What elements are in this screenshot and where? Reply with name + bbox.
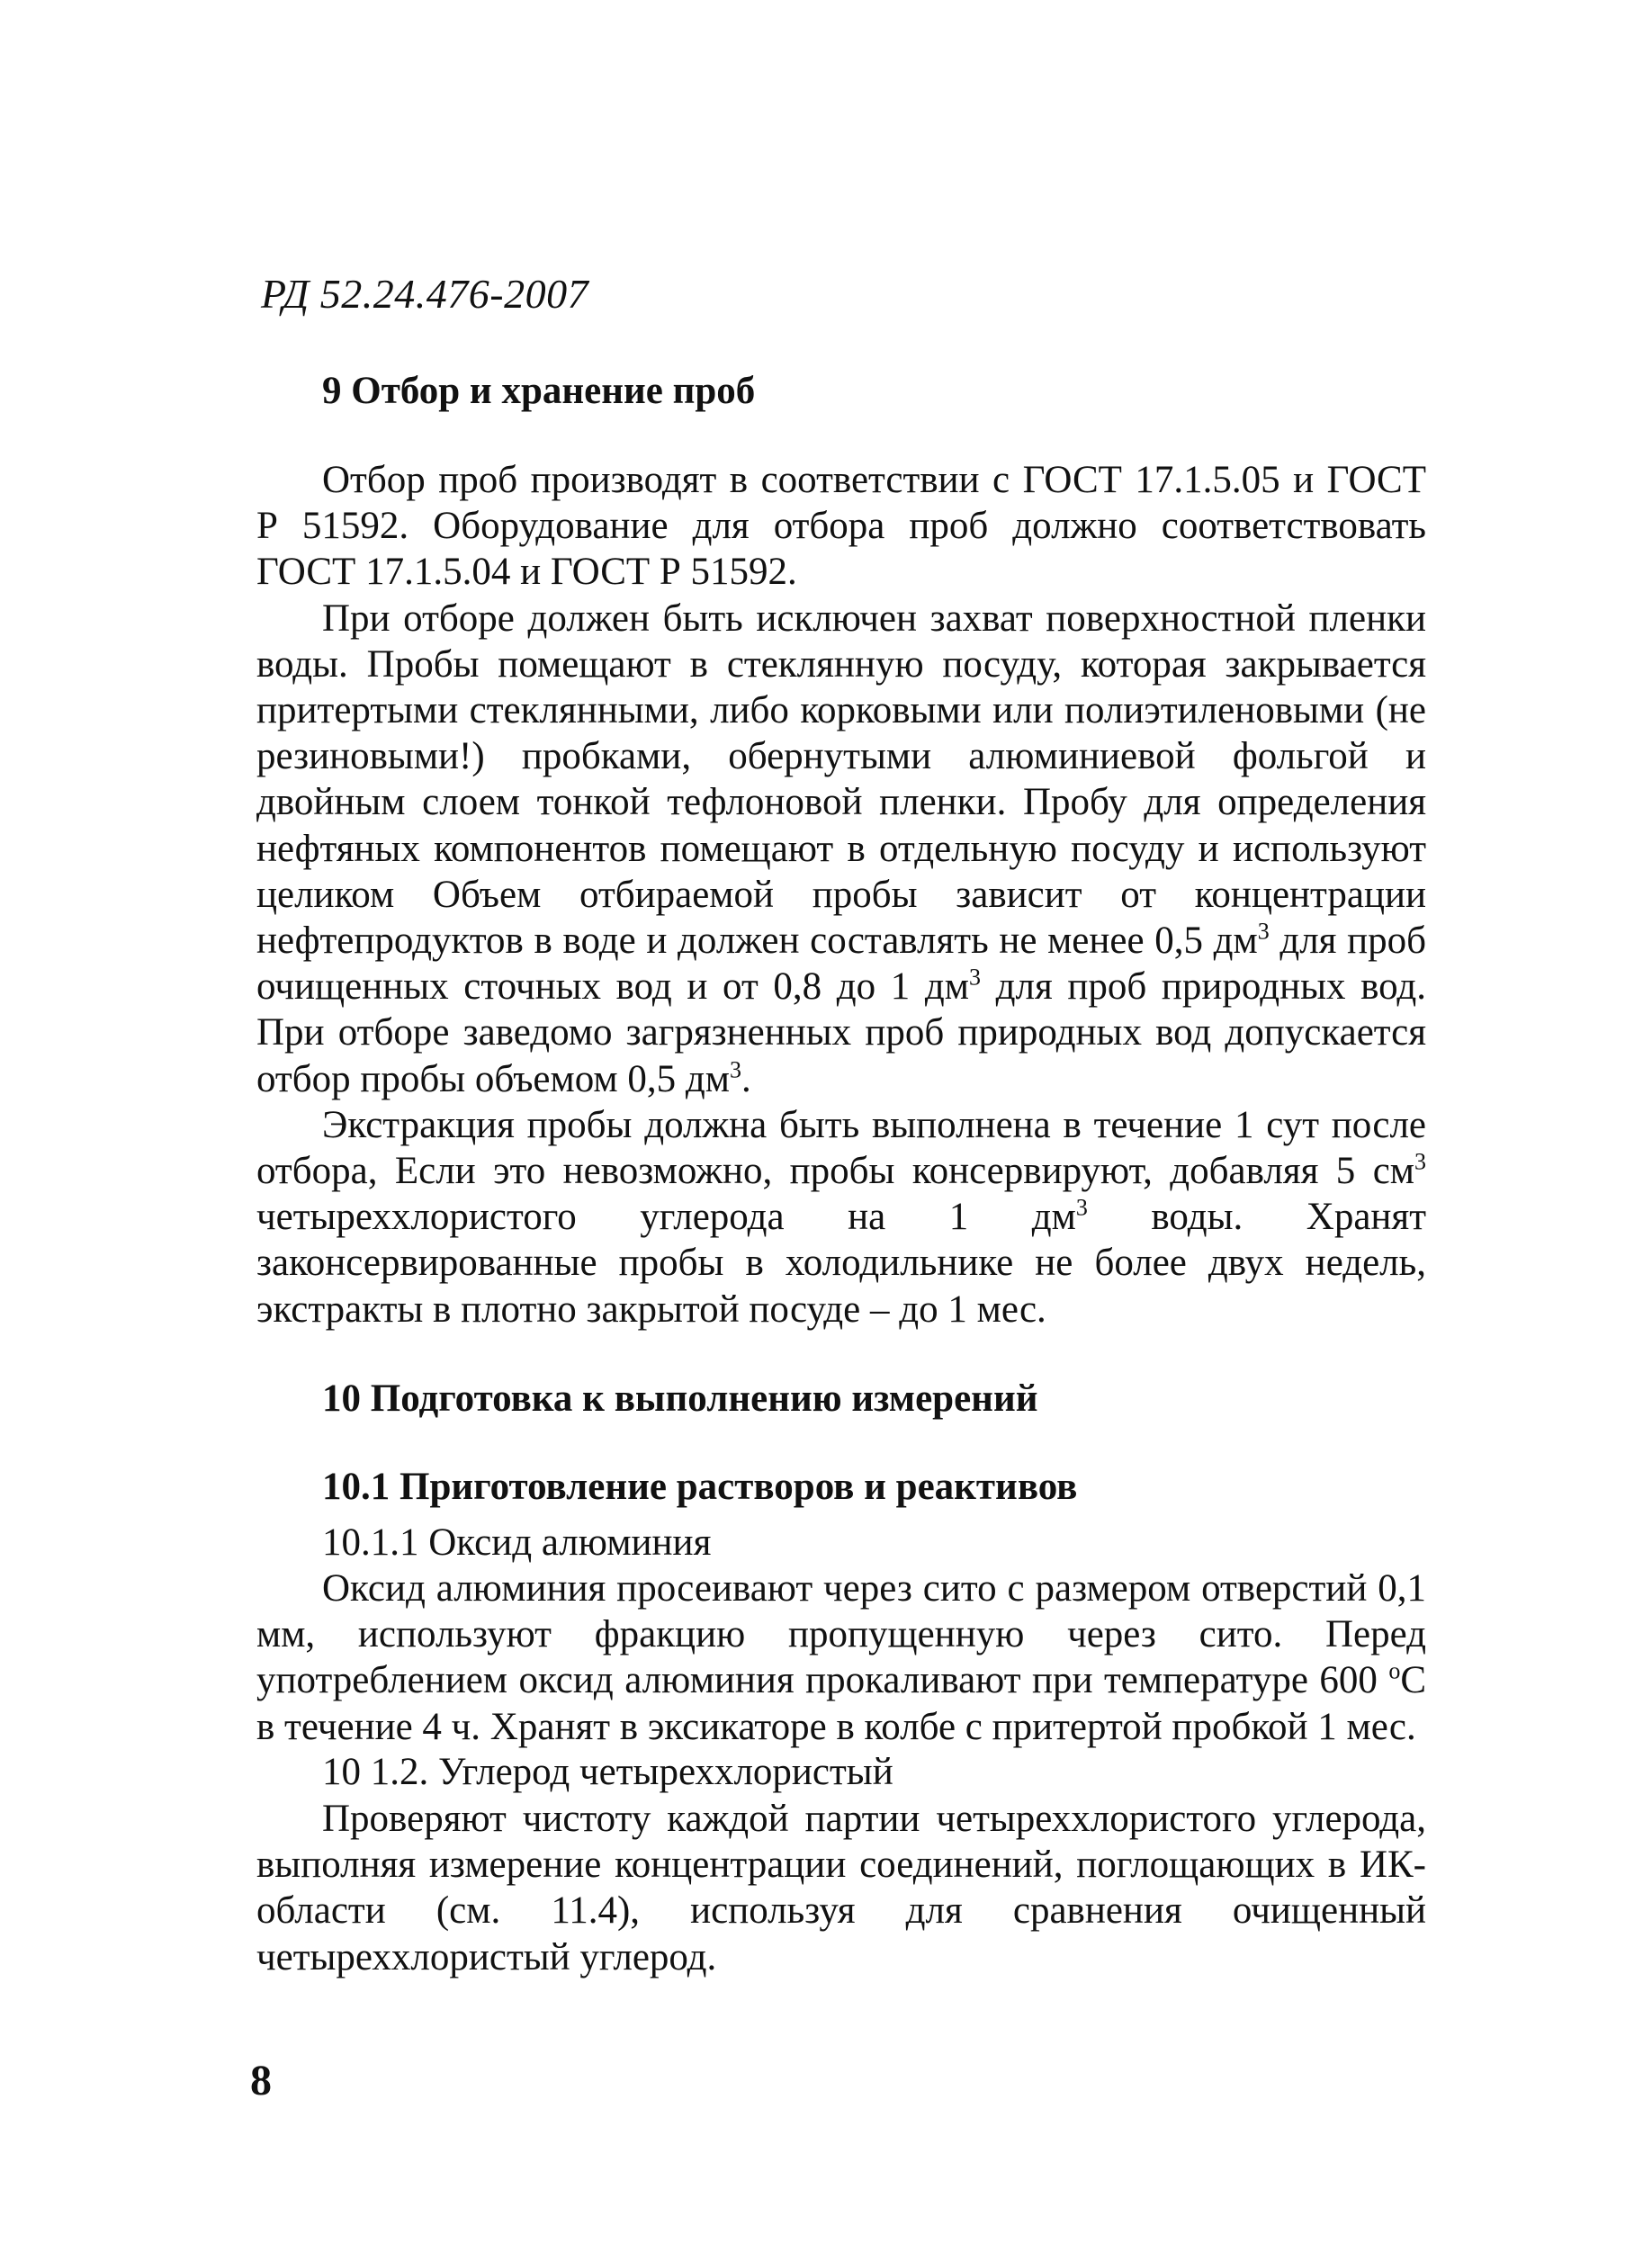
section-10-1-heading: 10.1 Приготовление растворов и реактивов (322, 1466, 1078, 1508)
item-10-1-1-paragraph: Оксид алюминия просеивают через сито с размером отверстий 0,1 мм, используют фракцию пропущенную через сито. Перед употреблением оксид алюминия прокаливают при температуре 600 $^о$С в течение 4 ч. Хранят в эксикаторе в колбе с притертой пробкой 1 мес. (256, 1567, 1426, 1748)
section-9-paragraph-3: Экстракция пробы должна быть выполнена в течение 1 сут после отбора, Если это невозможно, пробы консервируют, добавляя 5 $см^3$ четыреххлористого углерода на 1 $дм^3$ воды. Хранят законсервированные пробы в холодильнике не более двух недель, экстракты в плотно закрытой посуде – до 1 мес. (256, 1103, 1426, 1331)
item-10-1-2-body (256, 1796, 1426, 1980)
document-code: РД 52.24.476-2007 (261, 271, 589, 317)
section-9-paragraph-1: Отбор проб производят в соответствии с ГОСТ 17.1.5.05 и ГОСТ Р 51592. Оборудование для отбора проб должно соответствовать ГОСТ 17.1.5.04 и ГОСТ Р 51592. (256, 459, 1426, 594)
section-9-heading: 9 Отбор и хранение проб (322, 370, 756, 412)
item-10-1-2-title: 10 1.2. Углерод четыреххлористый (322, 1751, 893, 1793)
item-10-1-1-title: 10.1.1 Оксид алюминия (322, 1521, 712, 1564)
section-10-heading: 10 Подготовка к выполнению измерений (322, 1377, 1038, 1420)
section-9-paragraph-2: При отборе должен быть исключен захват поверхностной пленки воды. Пробы помещают в стеклянную посуду, которая закрывается притертыми стеклянными, либо корковыми или полиэтиленовыми (не резиновыми!) пробками, обернутыми алюминиевой фольгой и двойным слоем тонкой тефлоновой пленки. Пробу для определения нефтяных компонентов помещают в отдельную посуду и используют целиком Объем отбираемой пробы зависит от концентрации нефтепродуктов в воде и должен составлять не менее 0,5 $дм^3$ для проб очищенных сточных вод и от 0,8 до 1 $дм^3$ для проб природных вод. При отборе заведомо загрязненных проб природных вод допускается отбор пробы объемом 0,5 $дм^3$. (256, 597, 1427, 1100)
section-9-body (256, 457, 1426, 1332)
item-10-1-2-paragraph: Проверяют чистоту каждой партии четыреххлористого углерода, выполняя измерение концентрации соединений, поглощающих в ИК-области (см. 11.4), используя для сравнения очищенный четыреххлористый углерод. (256, 1798, 1426, 1978)
page-number: 8 (250, 2057, 272, 2104)
item-10-1-1-body (256, 1566, 1426, 1750)
